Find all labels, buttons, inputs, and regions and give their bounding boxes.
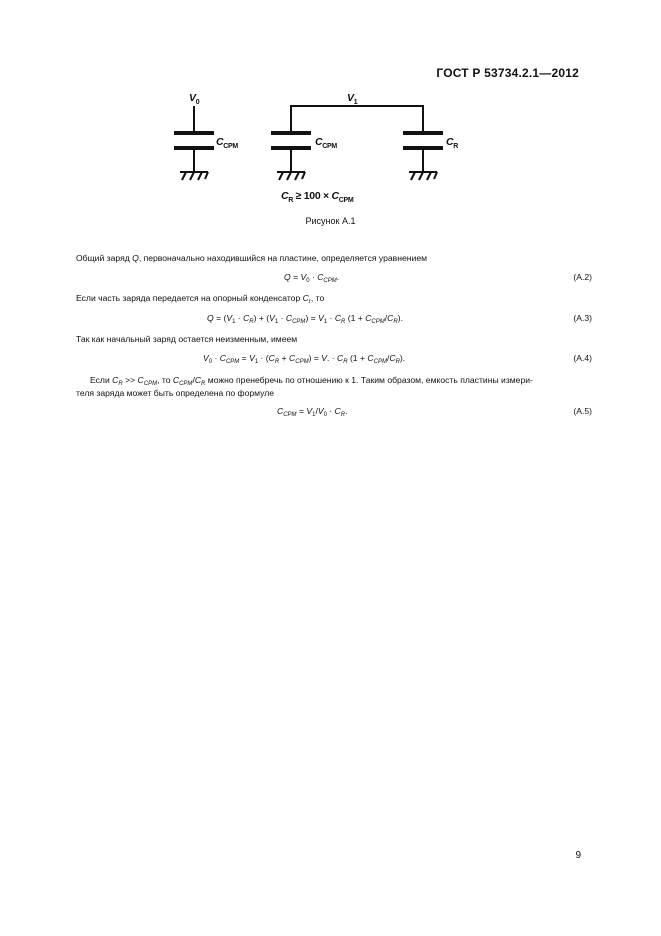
label-c-cpm-middle: $C_{CPM}$ bbox=[315, 136, 337, 150]
paragraph-2: Если часть заряда передается на опорный конденсатор $C_r$, то bbox=[76, 293, 325, 305]
figure-caption: Рисунок А.1 bbox=[305, 216, 356, 226]
paragraph-1: Общий заряд Q, первоначально находившийся на пластине, определяется уравнением bbox=[76, 253, 428, 263]
paragraph-3: Так как начальный заряд остается неизменным, имеем bbox=[76, 334, 298, 344]
capacitor-plate bbox=[271, 131, 311, 135]
paragraph-4: Если $C_R >> C_{CPM}$, то $C_{CPM}/C_R$ можно пренебречь по отношению к 1. Таким образом, емкость пластины измери- bbox=[90, 375, 533, 387]
equation-number-a3: (A.3) bbox=[573, 313, 592, 323]
capacitor-plate bbox=[403, 146, 443, 150]
label-condition: $C_R \ge 100 \times C_{CPM}$ bbox=[281, 190, 354, 204]
circuit-diagram bbox=[0, 0, 661, 215]
equation-number-a2: (A.2) bbox=[573, 272, 592, 282]
page-number: 9 bbox=[575, 850, 581, 861]
equation-a3: $Q = (V_1 \cdot C_R) + (V_1 \cdot C_{CPM}) = V_1 \cdot C_R$ $(1 + C_{CPM}/C_R)$. bbox=[207, 313, 403, 325]
capacitor-plate bbox=[174, 146, 214, 150]
equation-a4: $V_0 \cdot C_{CPM} = V_1 \cdot (C_R + C_{CPM}) = V$. · $C_R$ $(1 + C_{CPM}/C_R)$. bbox=[203, 353, 406, 365]
ground-icon bbox=[409, 172, 437, 180]
equation-a2: $Q = V_0 \cdot C_{CPM}$. bbox=[284, 272, 340, 284]
equation-number-a4: (A.4) bbox=[573, 353, 592, 363]
capacitor-plate bbox=[403, 131, 443, 135]
equation-a5: $C_{CPM} = V_1/V_0 \cdot C_R$. bbox=[277, 406, 348, 418]
label-c-r: $C_R$ bbox=[446, 136, 459, 150]
capacitor-plate bbox=[174, 131, 214, 135]
document-header: ГОСТ Р 53734.2.1—2012 bbox=[436, 66, 579, 80]
label-v0: $V_0$ bbox=[189, 92, 200, 106]
label-v1: $V_1$ bbox=[347, 92, 358, 106]
ground-icon bbox=[180, 172, 208, 180]
equation-number-a5: (A.5) bbox=[573, 406, 592, 416]
label-c-cpm-left: $C_{CPM}$ bbox=[216, 136, 238, 150]
paragraph-4-continued: теля заряда может быть определена по формуле bbox=[76, 388, 275, 398]
capacitor-plate bbox=[271, 146, 311, 150]
ground-icon bbox=[277, 172, 305, 180]
